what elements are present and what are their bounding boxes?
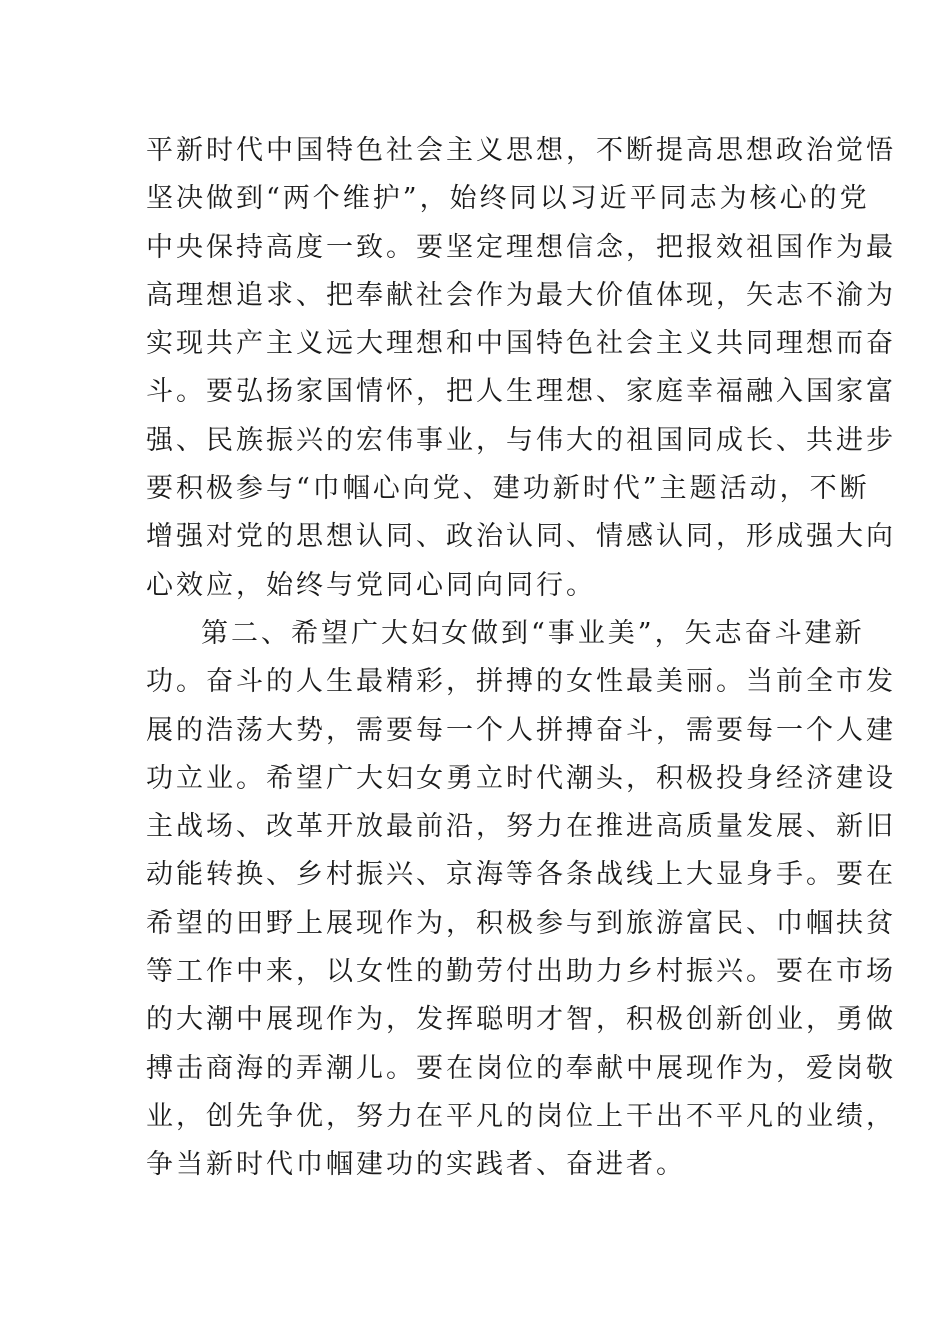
text-line: 要积极参与“巾帼心向党、建功新时代”主题活动，不断 [146, 473, 870, 505]
text-line: 增强对党的思想认同、政治认同、情感认同，形成强大向 [146, 521, 896, 553]
text-line: 斗。要弘扬家国情怀，把人生理想、家庭幸福融入国家富 [146, 376, 896, 408]
text-line: 高理想追求、把奉献社会作为最大价值体现，矢志不渝为 [146, 279, 896, 311]
text-line: 主战场、改革开放最前沿，努力在推进高质量发展、新旧 [146, 811, 896, 843]
text-line: 搏击商海的弄潮儿。要在岗位的奉献中展现作为，爱岗敬 [146, 1052, 896, 1084]
text-line: 强、民族振兴的宏伟事业，与伟大的祖国同成长、共进步 [146, 424, 896, 456]
text-line: 业，创先争优，努力在平凡的岗位上干出不平凡的业绩， [146, 1100, 896, 1132]
text-line: 展的浩荡大势，需要每一个人拼搏奋斗，需要每一个人建 [146, 714, 896, 746]
text-line: 坚决做到“两个维护”，始终同以习近平同志为核心的党 [146, 183, 870, 215]
text-line: 心效应，始终与党同心同向同行。 [146, 569, 596, 601]
text-line: 平新时代中国特色社会主义思想，不断提高思想政治觉悟 [146, 135, 896, 166]
text-line: 的大潮中展现作为，发挥聪明才智，积极创新创业，勇做 [146, 1004, 896, 1036]
text-line: 中央保持高度一致。要坚定理想信念，把报效祖国作为最 [146, 231, 896, 263]
text-line: 希望的田野上展现作为，积极参与到旅游富民、巾帼扶贫 [146, 907, 896, 939]
text-line: 等工作中来，以女性的勤劳付出助力乡村振兴。要在市场 [146, 956, 896, 988]
text-line: 实现共产主义远大理想和中国特色社会主义共同理想而奋 [146, 328, 896, 360]
text-line: 功。奋斗的人生最精彩，拼搏的女性最美丽。当前全市发 [146, 666, 896, 698]
body-text [146, 127, 896, 1190]
paragraph-start-line: 第二、希望广大妇女做到“事业美”，矢志奋斗建新 [201, 617, 865, 649]
text-line: 动能转换、乡村振兴、京海等各条战线上大显身手。要在 [146, 859, 896, 891]
text-line: 功立业。希望广大妇女勇立时代潮头，积极投身经济建设 [146, 762, 896, 794]
text-line: 争当新时代巾帼建功的实践者、奋进者。 [146, 1149, 686, 1181]
